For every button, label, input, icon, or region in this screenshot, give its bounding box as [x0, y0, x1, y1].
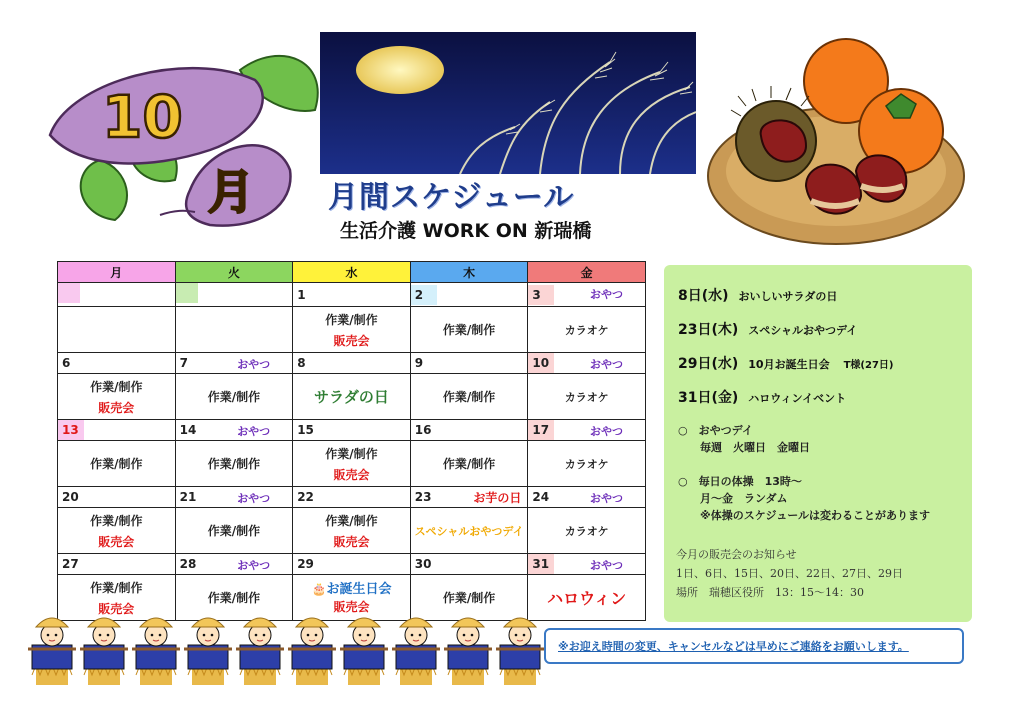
activity-cell: [528, 307, 646, 353]
date-number: 2: [411, 285, 437, 305]
month-number: 10: [102, 83, 183, 151]
date-cell: [528, 420, 646, 441]
date-number: [58, 283, 80, 303]
sale-label: 販売会: [333, 534, 370, 549]
exercise-note: [678, 473, 930, 524]
week-4-activity-row: [58, 508, 646, 554]
activity-cell: [58, 307, 176, 353]
week-5-activity-row: [58, 575, 646, 621]
week-2-activity-row: [58, 374, 646, 420]
sale-label: 販売会: [98, 400, 135, 415]
sale-label: 販売会: [333, 333, 370, 348]
note-title: ○ おやつデイ: [678, 424, 753, 437]
activity-cell: [528, 508, 646, 554]
note-line: 月～金 ランダム: [700, 492, 788, 505]
activity-cell: [528, 374, 646, 420]
sales-dates: 1日、6日、15日、20日、22日、27日、29日: [676, 567, 903, 580]
date-cell: [410, 487, 528, 508]
date-cell: [410, 283, 528, 307]
snack-tag: おやつ: [590, 288, 623, 301]
date-number: 24: [532, 490, 550, 504]
sales-title: 今月の販売会のお知らせ: [676, 548, 797, 561]
date-number: 3: [528, 285, 554, 305]
week-4-date-row: [58, 487, 646, 508]
activity-cell: [293, 307, 411, 353]
date-number: 29: [297, 557, 314, 571]
date-number: [176, 283, 198, 303]
date-number: 30: [414, 557, 432, 571]
date-number: 8: [297, 356, 306, 370]
date-cell: [175, 353, 293, 374]
date-number: 20: [62, 490, 79, 504]
work-label: 作業/制作: [325, 513, 378, 528]
activity-cell: [528, 441, 646, 487]
date-cell: [58, 353, 176, 374]
activity-cell: [410, 374, 528, 420]
event-item: [678, 353, 893, 373]
date-cell: [175, 283, 293, 307]
salad-day-label: サラダの日: [314, 388, 389, 406]
date-number: 15: [297, 423, 314, 437]
work-label: 作業/制作: [325, 446, 378, 461]
weekday-header-row: [58, 262, 646, 283]
sweet-potato-month-illustration: [40, 40, 320, 240]
work-label: 作業/制作: [207, 523, 261, 538]
activity-cell: [175, 374, 293, 420]
date-number: 27: [62, 557, 79, 571]
note-line: 毎週 火曜日 金曜日: [700, 441, 810, 454]
sales-announcement: [676, 545, 903, 602]
week-1-date-row: [58, 283, 646, 307]
work-label: 作業/制作: [90, 456, 143, 471]
event-text: スペシャルおやつデイ: [748, 324, 858, 337]
cake-icon: 🎂: [311, 582, 327, 596]
activity-cell: [293, 575, 411, 621]
birthday-line: [312, 582, 392, 597]
sale-label: 販売会: [333, 600, 370, 614]
activity-cell: [293, 508, 411, 554]
snack-tag: おやつ: [237, 492, 271, 505]
weekday-tue: 火: [175, 262, 293, 283]
activity-cell: [175, 575, 293, 621]
date-cell: [528, 554, 646, 575]
sale-label: 販売会: [333, 467, 370, 482]
notice-text: ※お迎え時間の変更、キャンセルなどは早めにご連絡をお願いします。: [558, 640, 909, 653]
sale-label: 販売会: [98, 534, 135, 549]
date-number: 31: [528, 554, 554, 574]
week-3-activity-row: [58, 441, 646, 487]
snack-tag: おやつ: [237, 425, 271, 438]
work-label: 作業/制作: [442, 322, 496, 337]
event-text: 10月お誕生日会: [748, 358, 830, 371]
weekday-thu: 木: [410, 262, 528, 283]
date-number: 14: [179, 423, 197, 437]
activity-cell: [528, 575, 646, 621]
activity-cell: [410, 441, 528, 487]
activity-cell: [175, 307, 293, 353]
weekday-fri: 金: [528, 262, 646, 283]
date-cell: [293, 353, 411, 374]
date-cell: [528, 487, 646, 508]
karaoke-label: カラオケ: [564, 457, 609, 471]
date-cell: [293, 420, 411, 441]
date-cell: [293, 487, 411, 508]
month-kanji: 月: [208, 165, 254, 219]
event-info-panel: [664, 265, 972, 622]
snack-tag: おやつ: [590, 559, 623, 572]
note-title: ○ 毎日の体操 13時～: [678, 475, 802, 488]
work-label: 作業/制作: [90, 580, 143, 595]
snack-tag: おやつ: [590, 425, 623, 438]
date-number: 6: [62, 356, 71, 370]
date-cell: [528, 353, 646, 374]
date-number: 16: [414, 423, 432, 437]
work-label: 作業/制作: [207, 590, 261, 605]
event-item: [678, 319, 857, 339]
monthly-calendar: [57, 261, 646, 621]
work-label: 作業/制作: [90, 513, 143, 528]
activity-cell: [410, 307, 528, 353]
event-date: 31日(金): [678, 390, 739, 406]
note-line: ※体操のスケジュールは変わることがあります: [700, 509, 931, 522]
event-item: [678, 285, 837, 305]
activity-cell: [58, 374, 176, 420]
work-label: 作業/制作: [442, 590, 496, 605]
autumn-fruit-plate-image: [696, 36, 966, 251]
date-cell: [175, 554, 293, 575]
date-number: 22: [297, 490, 314, 504]
activity-cell: [410, 508, 528, 554]
week-1-activity-row: [58, 307, 646, 353]
work-label: 作業/制作: [207, 456, 261, 471]
karaoke-label: カラオケ: [564, 323, 609, 337]
event-text: おいしいサラダの日: [738, 290, 838, 303]
week-5-date-row: [58, 554, 646, 575]
date-cell: [410, 554, 528, 575]
date-cell: [528, 283, 646, 307]
date-number: 23: [414, 490, 432, 504]
date-number: 9: [414, 356, 424, 370]
activity-cell: [58, 508, 176, 554]
work-label: 作業/制作: [442, 456, 496, 471]
date-cell: [410, 420, 528, 441]
sale-label: 販売会: [98, 601, 135, 616]
date-cell: [175, 420, 293, 441]
date-cell: [58, 554, 176, 575]
work-label: 作業/制作: [207, 389, 261, 404]
date-number: 7: [179, 356, 188, 370]
work-label: 作業/制作: [325, 312, 378, 327]
sales-place: 場所 瑞穂区役所 13：15～14：30: [676, 586, 864, 599]
date-number: 10: [528, 353, 554, 373]
birthday-label: お誕生日会: [326, 582, 392, 597]
page-title: 月間スケジュール: [328, 180, 575, 215]
work-label: 作業/制作: [442, 389, 496, 404]
activity-cell: [58, 575, 176, 621]
scarecrow-row-decoration: [24, 615, 564, 687]
week-2-date-row: [58, 353, 646, 374]
pickup-change-notice: [544, 628, 964, 664]
date-number: 1: [297, 287, 306, 302]
date-cell: [410, 353, 528, 374]
snack-day-note: [678, 422, 810, 456]
event-date: 23日(木): [678, 322, 739, 338]
event-date: 8日(水): [678, 288, 729, 304]
karaoke-label: カラオケ: [564, 390, 609, 404]
week-3-date-row: [58, 420, 646, 441]
activity-cell: [293, 441, 411, 487]
potato-day-tag: お芋の日: [473, 491, 522, 505]
date-number: 13: [58, 420, 84, 440]
special-snack-day-label: スペシャルおやつデイ: [414, 524, 524, 538]
activity-cell: [175, 441, 293, 487]
snack-tag: おやつ: [237, 559, 271, 572]
date-cell: [58, 487, 176, 508]
activity-cell: [410, 575, 528, 621]
halloween-label: ハロウィン: [547, 589, 627, 608]
event-item: [678, 387, 846, 407]
date-number: 21: [179, 490, 197, 504]
weekday-wed: 水: [293, 262, 411, 283]
event-date: 29日(水): [678, 356, 739, 372]
snack-tag: おやつ: [590, 358, 623, 371]
date-number: 28: [179, 557, 197, 571]
facility-subtitle: 生活介護 WORK ON 新瑞橋: [340, 220, 592, 242]
moon-night-scene-image: [320, 32, 696, 174]
date-cell: [58, 420, 176, 441]
event-text: ハロウィンイベント: [748, 392, 847, 405]
date-cell: [293, 554, 411, 575]
karaoke-label: カラオケ: [564, 524, 609, 538]
weekday-mon: 月: [58, 262, 176, 283]
activity-cell: [293, 374, 411, 420]
date-cell: [293, 283, 411, 307]
snack-tag: おやつ: [590, 492, 623, 505]
date-number: 17: [528, 420, 554, 440]
activity-cell: [58, 441, 176, 487]
work-label: 作業/制作: [90, 379, 143, 394]
event-extra: T様(27日): [843, 360, 894, 371]
activity-cell: [175, 508, 293, 554]
date-cell: [175, 487, 293, 508]
snack-tag: おやつ: [237, 358, 271, 371]
date-cell: [58, 283, 176, 307]
